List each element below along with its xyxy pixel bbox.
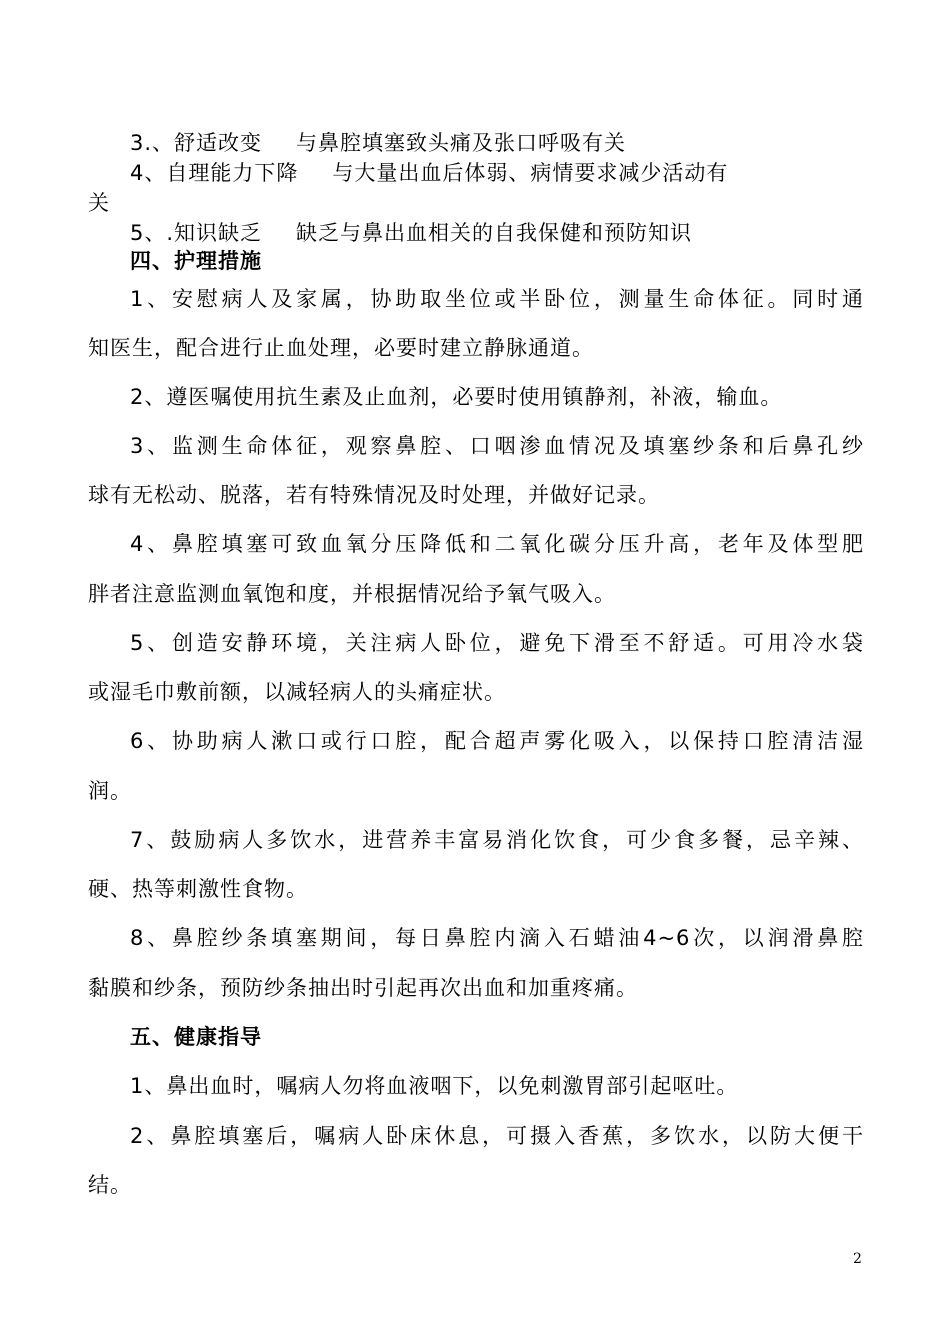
s4-item8-l1: 8、鼻腔纱条填塞期间，每日鼻腔内滴入石蜡油4~6次，以润滑鼻腔 [130,926,864,950]
s5-item2-l2: 结。 [88,1173,132,1197]
s4-item5-l2: 或湿毛巾敷前额，以减轻病人的头痛症状。 [88,680,506,704]
diagnosis-5 [130,217,692,247]
s4-item7-l1: 7、鼓励病人多饮水，进营养丰富易消化饮食，可少食多餐，忌辛辣、 [130,828,864,852]
s4-item7-l2: 硬、热等刺激性食物。 [88,877,308,901]
s4-item2-l1: 2、遵医嘱使用抗生素及止血剂，必要时使用镇静剂，补液，输血。 [130,385,783,409]
s4-item6-l2: 润。 [88,779,132,803]
s4-item4-l2: 胖者注意监测血氧饱和度，并根据情况给予氧气吸入。 [88,582,616,606]
diagnosis-4-text: 与大量出血后体弱、病情要求减少活动有 [332,161,729,185]
s4-item6-l1: 6、协助病人漱口或行口腔，配合超声雾化吸入，以保持口腔清洁湿 [130,729,864,753]
diagnosis-5-text: 缺乏与鼻出血相关的自我保健和预防知识 [296,221,693,245]
s5-item2-l1: 2、鼻腔填塞后，嘱病人卧床休息，可摄入香蕉，多饮水，以防大便干 [130,1124,864,1148]
diagnosis-3 [130,127,626,157]
diagnosis-4 [130,157,728,187]
diagnosis-4-cont: 关 [88,191,110,215]
s4-item5-l1: 5、创造安静环境，关注病人卧位，避免下滑至不舒适。可用冷水袋 [130,631,864,655]
page-number: 2 [853,1251,862,1267]
s4-item1-l1: 1、安慰病人及家属，协助取坐位或半卧位，测量生命体征。同时通 [130,287,864,311]
s4-item8-l2: 黏膜和纱条，预防纱条抽出时引起再次出血和加重疼痛。 [88,976,638,1000]
section5-title: 五、健康指导 [130,1025,262,1049]
diagnosis-4-label: 4、自理能力下降 [130,161,299,185]
diagnosis-3-label: 3.、舒适改变 [130,131,263,155]
s4-item1-l2: 知医生，配合进行止血处理，必要时建立静脉通道。 [88,336,594,360]
s4-item3-l1: 3、监测生命体征，观察鼻腔、口咽渗血情况及填塞纱条和后鼻孔纱 [130,434,864,458]
diagnosis-5-label: 5、.知识缺乏 [130,221,263,245]
diagnosis-3-text: 与鼻腔填塞致头痛及张口呼吸有关 [296,131,627,155]
s4-item4-l1: 4、鼻腔填塞可致血氧分压降低和二氧化碳分压升高，老年及体型肥 [130,532,864,556]
s4-item3-l2: 球有无松动、脱落，若有特殊情况及时处理，并做好记录。 [88,483,660,507]
section4-title: 四、护理措施 [130,249,262,273]
s5-item1-l1: 1、鼻出血时，嘱病人勿将血液咽下，以免刺激胃部引起呕吐。 [130,1074,739,1098]
